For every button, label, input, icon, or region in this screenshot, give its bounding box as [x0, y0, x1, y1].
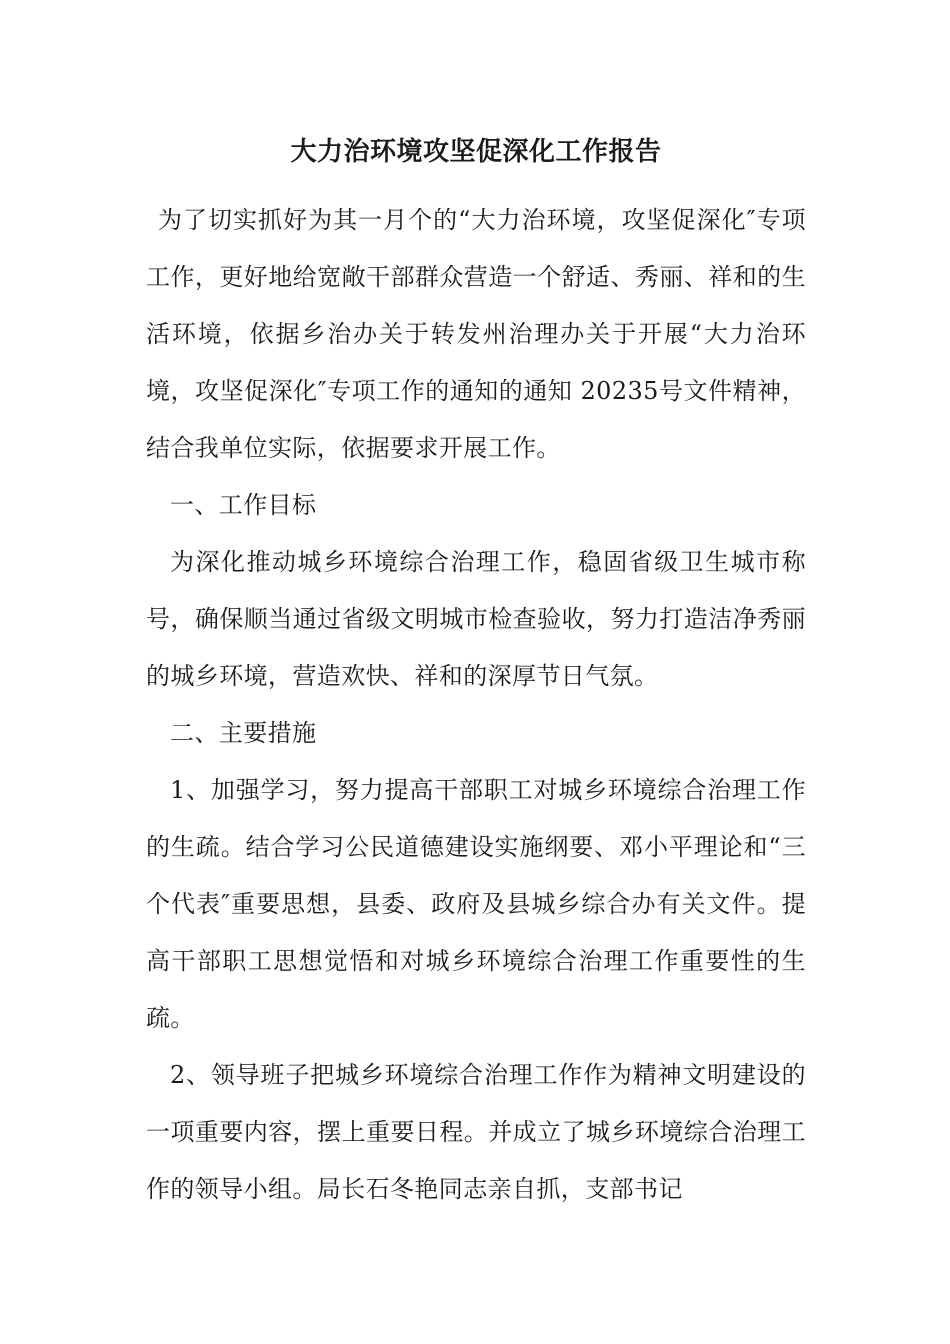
goals-paragraph: 为深化推动城乡环境综合治理工作，稳固省级卫生城市称号，确保顺当通过省级文明城市检查验收，努力打造洁净秀丽的城乡环境，营造欢快、祥和的深厚节日气氛。 [146, 548, 806, 690]
intro-paragraph: 为了切实抓好为其一月个的“大力治环境，攻坚促深化″专项工作，更好地给宽敞干部群众营造一个舒适、秀丽、祥和的生活环境，依据乡治办关于转发州治理办关于开展“大力治环境，攻坚促深化″专项工作的通知的通知 20235号文件精神，结合我单位实际，依据要求开展工作。 [146, 206, 806, 462]
document-title: 大力治环境攻坚促深化工作报告 [290, 137, 662, 167]
document-page [146, 0, 806, 1344]
section-heading-goals: 一、工作目标 [170, 491, 317, 519]
measure-paragraph-1: 1、加强学习，努力提高干部职工对城乡环境综合治理工作的生疏。结合学习公民道德建设实施纲要、邓小平理论和“三个代表″重要思想，县委、政府及县城乡综合办有关文件。提高干部职工思想觉悟和对城乡环境综合治理工作重要性的生疏。 [146, 776, 806, 1032]
section-heading-measures: 二、主要措施 [170, 719, 317, 747]
measure-paragraph-2: 2、领导班子把城乡环境综合治理工作作为精神文明建设的一项重要内容，摆上重要日程。并成立了城乡环境综合治理工作的领导小组。局长石冬艳同志亲自抓，支部书记 [146, 1061, 806, 1203]
document-body [146, 192, 806, 1218]
